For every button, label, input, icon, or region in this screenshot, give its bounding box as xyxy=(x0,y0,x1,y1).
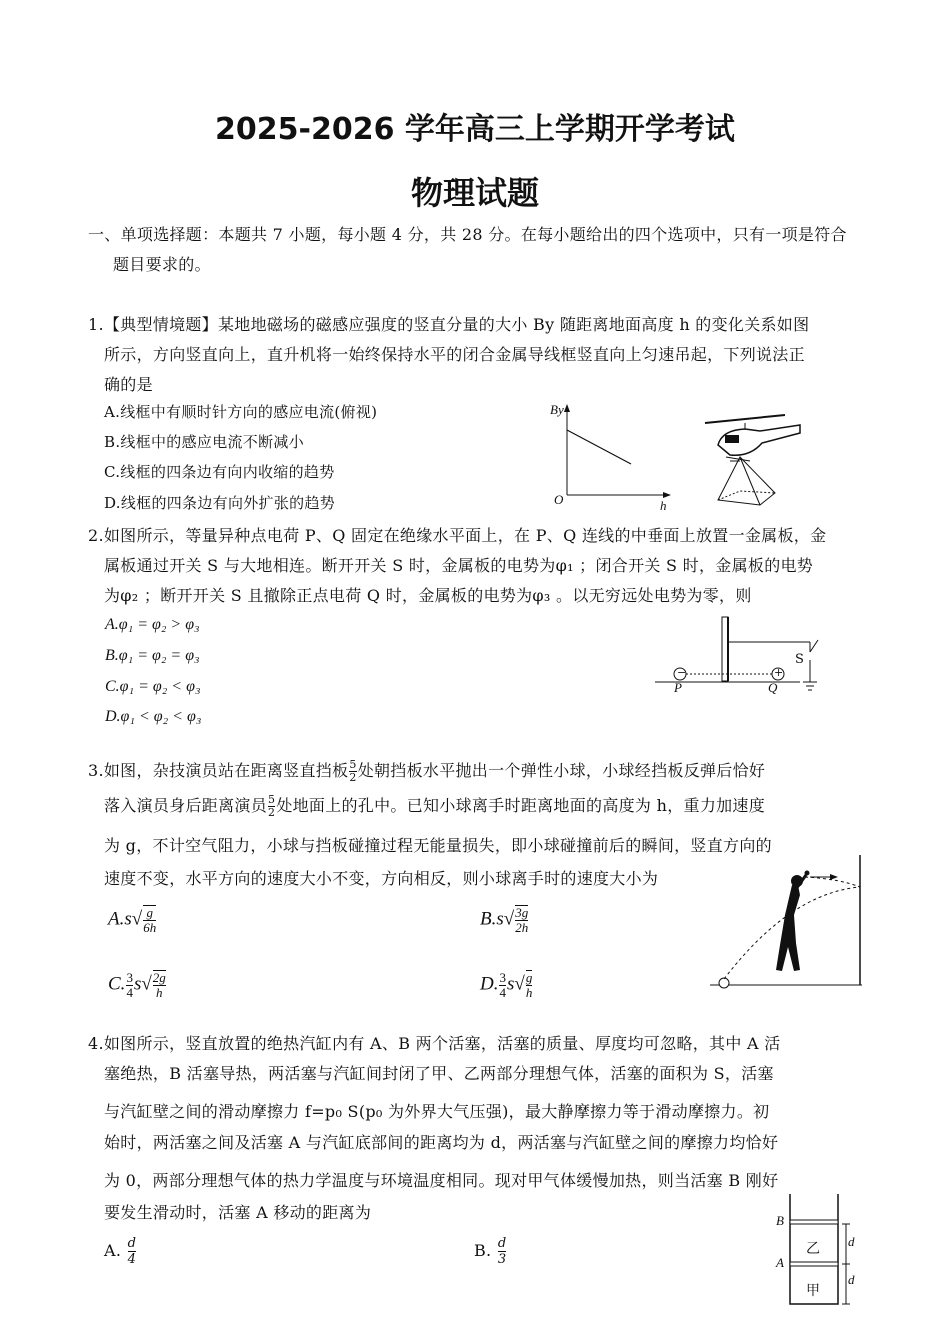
q1-text: 1.【典型情境题】某地地磁场的磁感应强度的竖直分量的大小 By 随距离地面高度 h 的变化关系如图 xyxy=(88,315,810,334)
option-label: A. xyxy=(104,1241,122,1260)
label-jia: 甲 xyxy=(806,1283,821,1299)
minus-sign: − xyxy=(677,666,687,679)
q3-text: 为 g，不计空气阻力，小球与挡板碰撞过程无能量损失，即小球碰撞前后的瞬间，竖直方向的 xyxy=(104,836,772,855)
radicand xyxy=(143,905,156,935)
q3-text xyxy=(88,758,765,784)
denominator: h xyxy=(156,985,163,1000)
radicand xyxy=(153,970,166,1000)
label-a: A xyxy=(776,1255,784,1270)
fraction xyxy=(128,1236,137,1267)
radicand xyxy=(515,905,528,935)
q4-text: 4.如图所示，竖直放置的绝热汽缸内有 A、B 两个活塞，活塞的质量、厚度均可忽略，其中 A 活 xyxy=(88,1034,781,1053)
variable: s xyxy=(133,973,142,995)
numerator: 3 xyxy=(499,969,506,985)
q2-text: 属板通过开关 S 与大地相连。断开开关 S 时，金属板的电势为φ₁ ；闭合开关 S 时，金属板的电势 xyxy=(104,556,814,575)
plus-sign: + xyxy=(774,666,784,679)
q2-text: 2.如图所示，等量异种点电荷 P、Q 固定在绝缘水平面上，在 P、Q 连线的中垂面上放置一金属板，金 xyxy=(88,526,827,545)
q4-text: 要发生滑动时，活塞 A 移动的距离为 xyxy=(104,1203,372,1222)
graph-origin: O xyxy=(554,492,564,507)
denominator: 4 xyxy=(126,984,133,1000)
q3-text-part: 3.如图，杂技演员站在距离竖直挡板 xyxy=(88,761,349,780)
q3-option-a: A.s√ $\frac{g}{6h}$ xyxy=(108,905,157,935)
q1-option-b: B.线框中的感应电流不断减小 xyxy=(104,433,304,451)
numerator: 5 xyxy=(268,793,276,806)
q2-text: 为φ₂ ；断开开关 S 且撤除正点电荷 Q 时，金属板的电势为φ₃ 。以无穷远处电势为零，则 xyxy=(104,586,752,605)
fraction xyxy=(498,1236,507,1267)
q4-option-b xyxy=(474,1236,507,1267)
option-label: D. xyxy=(480,973,499,995)
graph-x-label: h xyxy=(660,498,667,513)
q1-option-c: C.线框的四条边有向内收缩的趋势 xyxy=(104,463,335,481)
denominator: 2 xyxy=(349,771,357,784)
denominator: 6h xyxy=(143,920,157,935)
q1-option-d: D.线框的四条边有向外扩张的趋势 xyxy=(104,494,336,512)
variable: s xyxy=(124,908,132,930)
numerator: g xyxy=(143,906,156,921)
denominator: h xyxy=(525,985,533,1000)
q1-option-a: A.线框中有顺时针方向的感应电流(俯视) xyxy=(104,403,378,421)
numerator: 3g xyxy=(515,905,529,920)
label-p: P xyxy=(674,680,682,695)
exam-subtitle: 物理试题 xyxy=(410,174,539,212)
denominator: 2 xyxy=(268,806,276,819)
q1-by-h-graph xyxy=(545,400,675,512)
q3-option-c: C. $\frac{3}{4}$ s√ $\frac{2g}{h}$ xyxy=(108,969,166,1000)
q2-option-b: B.φ₁ = φ₂ = φ₃ xyxy=(105,647,200,664)
q2-option-a: A.φ₁ = φ₂ > φ₃ xyxy=(105,616,200,633)
q4-text: 为 0，两部分理想气体的热力学温度与环境温度相同。现对甲气体缓慢加热，则当活塞 B 刚好 xyxy=(104,1171,779,1190)
option-label: C. xyxy=(108,973,126,995)
q4-option-a xyxy=(104,1236,137,1267)
numerator: d xyxy=(127,1236,137,1251)
exam-title: 2025-2026 学年高三上学期开学考试 xyxy=(215,112,735,147)
q3-text xyxy=(104,793,765,819)
fraction xyxy=(349,759,356,784)
q4-text: 塞绝热，B 活塞导热，两活塞与汽缸间封闭了甲、乙两部分理想气体，活塞的面积为 S，活塞 xyxy=(104,1064,774,1083)
denominator: 2h xyxy=(515,920,529,935)
label-d-lower: d xyxy=(848,1272,855,1287)
denominator: 4 xyxy=(499,984,506,1000)
q3-text-part: 落入演员身后距离演员 xyxy=(104,796,268,815)
denominator: 3 xyxy=(497,1252,507,1267)
q3-juggler-figure xyxy=(710,855,865,995)
variable: s xyxy=(496,908,504,930)
label-d-upper: d xyxy=(848,1234,855,1249)
q1-text: 确的是 xyxy=(104,375,153,394)
denominator: 4 xyxy=(127,1252,137,1267)
section-heading: 一、单项选择题：本题共 7 小题，每小题 4 分，共 28 分。在每小题给出的四个选项中，只有一项是符合 xyxy=(88,225,847,244)
helicopter-icon xyxy=(700,405,810,510)
q2-option-c: C.φ₁ = φ₂ < φ₃ xyxy=(105,678,201,695)
label-yi: 乙 xyxy=(806,1241,821,1257)
graph-y-label: By xyxy=(550,402,564,417)
numerator: 3 xyxy=(126,969,133,985)
q4-text: 与汽缸壁之间的滑动摩擦力 f=p₀ S(p₀ 为外界大气压强)，最大静摩擦力等于滑动摩擦力。初 xyxy=(104,1102,770,1121)
label-s: S xyxy=(795,652,805,667)
q3-text-part: 处地面上的孔中。已知小球离手时距离地面的高度为 h，重力加速度 xyxy=(276,796,766,815)
option-label: A. xyxy=(108,908,125,930)
q3-text-part: 处朝挡板水平抛出一个弹性小球，小球经挡板反弹后恰好 xyxy=(357,761,766,780)
q3-option-b: B.s√ $\frac{3g}{2h}$ xyxy=(480,905,529,935)
label-b: B xyxy=(776,1213,784,1228)
coefficient xyxy=(126,971,133,1000)
numerator: 2g xyxy=(152,970,166,985)
q2-option-d: D.φ₁ < φ₂ < φ₃ xyxy=(105,708,202,725)
fraction xyxy=(268,794,275,819)
numerator: d xyxy=(497,1236,507,1251)
q4-text: 始时，两活塞之间及活塞 A 与汽缸底部间的距离均为 d，两活塞与汽缸壁之间的摩擦力均恰好 xyxy=(104,1133,779,1152)
coefficient xyxy=(499,971,506,1000)
numerator: g xyxy=(525,970,533,985)
q3-text: 速度不变，水平方向的速度大小不变，方向相反，则小球离手时的速度大小为 xyxy=(104,869,659,888)
option-label: B. xyxy=(474,1241,492,1260)
option-label: B. xyxy=(480,908,497,930)
section-heading-cont: 题目要求的。 xyxy=(113,255,211,274)
q3-option-d: D. $\frac{3}{4}$ s√ $\frac{g}{h}$ xyxy=(480,969,533,1000)
q1-text: 所示，方向竖直向上，直升机将一始终保持水平的闭合金属导线框竖直向上匀速吊起，下列说法正 xyxy=(104,345,805,364)
numerator: 5 xyxy=(349,758,357,771)
radicand xyxy=(526,970,533,1000)
label-q: Q xyxy=(768,680,778,695)
variable: s xyxy=(506,973,515,995)
